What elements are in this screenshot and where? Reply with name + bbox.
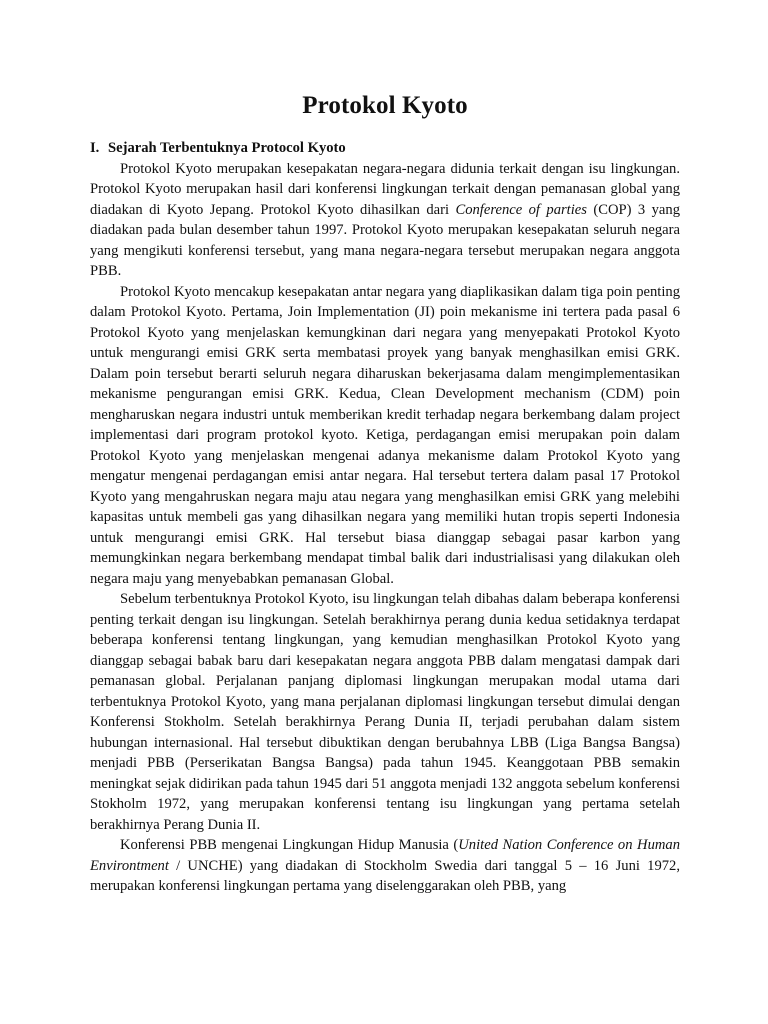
paragraph-2: Protokol Kyoto mencakup kesepakatan antar negara yang diaplikasikan dalam tiga poin penting dalam Protokol Kyoto. Pertama, Join Implementation (JI) poin mekanisme ini tertera pada pasal 6 Protokol Kyoto yang menjelaskan kemungkinan dari negara yang menyepakati Protokol Kyoto untuk mengurangi emisi GRK serta membatasi proyek yang banyak menghasilkan emisi GRK. Dalam poin tersebut berarti seluruh negara diharuskan bekerjasama dalam mengimplementasikan mekanisme pengurangan emisi GRK. Kedua, Clean Development mechanism (CDM) poin mengharuskan negara industri untuk memberikan kredit terhadap negara berkembang dalam project implementasi dari program protokol kyoto. Ketiga, perdagangan emisi merupakan poin dalam Protokol Kyoto yang menjelaskan mengenai adanya mekanisme dalam Protokol Kyoto yang mengatur mengenai perdagangan emisi antar negara. Hal tersebut tertera dalam pasal 17 Protokol Kyoto yang mengahruskan negara maju atau negara yang menghasilkan emisi GRK yang melebihi kapasitas untuk membeli gas yang dihasilkan negara yang memiliki hutan tropis seperti Indonesia untuk mengurangi emisi GRK. Hal tersebut biasa dianggap sebagai pasar karbon yang memungkinkan negara berkembang mendapat timbal balik dari industrialisasi yang dilakukan oleh negara maju yang menyebabkan pemanasan Global. <box>90 283 680 587</box>
section-title: Sejarah Terbentuknya Protocol Kyoto <box>108 140 346 156</box>
paragraph-4-part-a: Konferensi PBB mengenai Lingkungan Hidup Manusia ( <box>120 837 459 853</box>
section-heading <box>90 138 680 159</box>
paragraph-4 <box>90 835 680 897</box>
paragraph-4-italic: United Nation Conference on Human Environtment <box>90 837 680 874</box>
section-number: I. <box>90 140 100 156</box>
paragraph-1-part-b: (COP) 3 yang diadakan pada bulan desember tahun 1997. Protokol Kyoto merupakan kesepakatan seluruh negara yang mengikuti konferensi tersebut, yang mana negara-negara tersebut merupakan negara anggota PBB. <box>90 201 680 279</box>
paragraph-1 <box>90 159 680 282</box>
paragraph-4-part-b: / UNCHE) yang diadakan di Stockholm Swedia dari tanggal 5 – 16 Juni 1972, merupakan konferensi lingkungan pertama yang diselenggarakan oleh PBB, yang <box>90 857 680 894</box>
paragraph-1-part-a: Protokol Kyoto merupakan kesepakatan negara-negara didunia terkait dengan isu lingkungan. Protokol Kyoto merupakan hasil dari konferensi lingkungan terkait dengan pemanasan global yang diadakan di Kyoto Jepang. Protokol Kyoto dihasilkan dari <box>90 160 680 218</box>
paragraph-1-italic: Conference of parties <box>455 201 587 218</box>
paragraph-3: Sebelum terbentuknya Protokol Kyoto, isu lingkungan telah dibahas dalam beberapa konferensi penting terkait dengan isu lingkungan. Setelah berakhirnya perang dunia kedua setidaknya terdapat beberapa konferensi tentang lingkungan, yang kemudian menghasilkan Protokol Kyoto yang dianggap sebagai babak baru dari kesepakatan negara anggota PBB dalam mengatasi dampak dari pemanasan global. Perjalanan panjang diplomasi lingkungan merupakan modal utama dari terbentuknya Protokol Kyoto, yang mana perjalanan diplomasi lingkungan tersebut dimulai dengan Konferensi Stokholm. Setelah berakhirnya Perang Dunia II, terjadi perubahan dalam sistem hubungan internasional. Hal tersebut dibuktikan dengan berubahnya LBB (Liga Bangsa Bangsa) menjadi PBB (Perserikatan Bangsa Bangsa) pada tahun 1945. Keanggotaan PBB semakin meningkat sejak didirikan pada tahun 1945 dari 51 anggota menjadi 132 anggota sebelum konferensi Stokholm 1972, yang merupakan konferensi tentang isu lingkungan yang pertama setelah berakhirnya Perang Dunia II. <box>90 591 680 833</box>
document-title: Protokol Kyoto <box>302 92 468 119</box>
